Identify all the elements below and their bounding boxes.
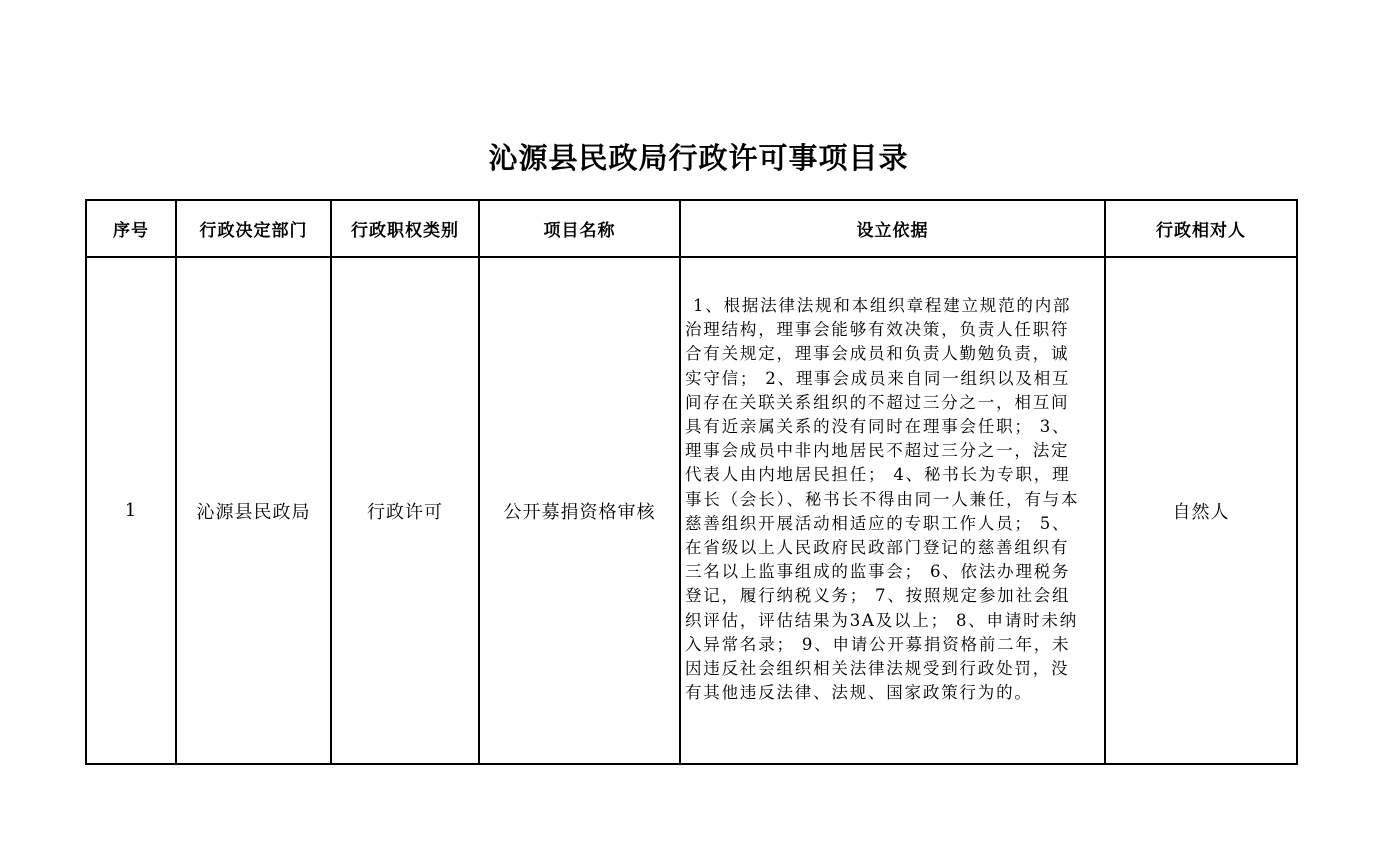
table-header (86, 200, 1297, 257)
cell-item-name: 公开募捐资格审核 (479, 257, 680, 764)
header-counterpart: 行政相对人 (1105, 200, 1297, 257)
header-category: 行政职权类别 (331, 200, 479, 257)
table-row (86, 257, 1297, 764)
catalog-table (85, 199, 1298, 765)
cell-counterpart: 自然人 (1105, 257, 1297, 764)
header-department: 行政决定部门 (176, 200, 331, 257)
cell-basis (680, 257, 1105, 764)
basis-text: 1、根据法律法规和本组织章程建立规范的内部治理结构，理事会能够有效决策，负责人任职符合有关规定，理事会成员和负责人勤勉负责，诚实守信； 2、理事会成员来自同一组织以及相互间存在关联关系组织的不超过三分之一，相互间具有近亲属关系的没有同时在理事会任职； 3、理事会成员中非内地居民不超过三分之一，法定代表人由内地居民担任； 4、秘书长为专职，理事长（会长）、秘书长不得由同一人兼任，有与本慈善组织开展活动相适应的专职工作人员； 5、在省级以上人民政府民政部门登记的慈善组织有三名以上监事组成的监事会； 6、依法办理税务登记，履行纳税义务； 7、按照规定参加社会组织评估，评估结果为3A及以上； 8、申请时未纳入异常名录； 9、申请公开募捐资格前二年，未因违反社会组织相关法律法规受到行政处罚，没有其他违反法律、法规、国家政策行为的。 (685, 296, 1080, 703)
header-seq: 序号 (86, 200, 176, 257)
cell-department: 沁源县民政局 (176, 257, 331, 764)
table-body (86, 257, 1297, 764)
cell-seq: 1 (86, 257, 176, 764)
header-item-name: 项目名称 (479, 200, 680, 257)
header-row (86, 200, 1297, 257)
cell-category: 行政许可 (331, 257, 479, 764)
header-basis: 设立依据 (680, 200, 1105, 257)
page-title: 沁源县民政局行政许可事项目录 (488, 141, 909, 175)
